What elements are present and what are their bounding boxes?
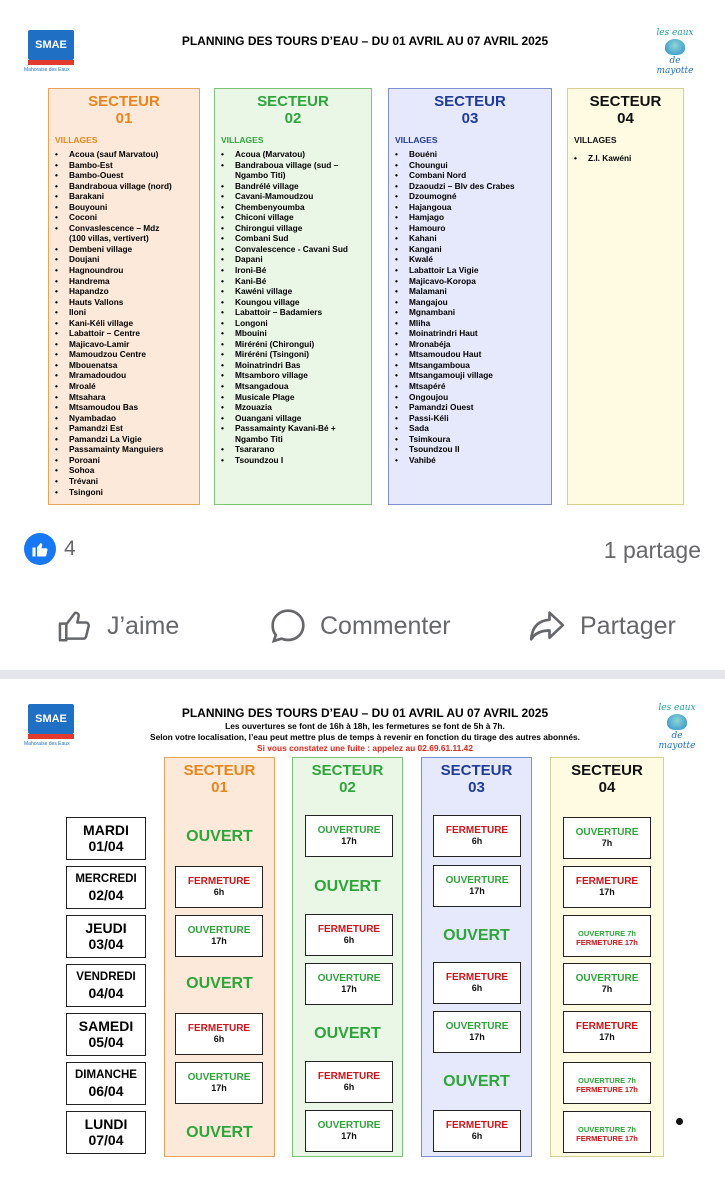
village-item: • Dapani [221,254,371,265]
village-item: • Tsoundzou II [395,444,551,455]
status-open: OUVERT [186,828,253,845]
village-item: • Kawéni village [221,286,371,297]
village-item: • Mtsamoudou Haut [395,349,551,360]
village-item: • Miréréni (Tsingoni) [221,349,371,360]
village-item: • Hamouro [395,223,551,234]
comment-label: Commenter [320,611,451,640]
village-item: • Dzaoudzi – Blv des Crabes [395,181,551,192]
village-item: • Ongoujou [395,392,551,403]
village-item: • Mamoudzou Centre [55,349,199,360]
village-item: • Moinatrindri Haut [395,328,551,339]
village-item: • Convaslescence – Mdz (100 villas, vertivert) [55,223,199,244]
status-close: FERMETURE 6h [433,962,521,1004]
sector-number: 01 [211,779,228,796]
village-list [221,149,371,465]
village-item: • Mtsangamboua [395,360,551,371]
village-item: • Mtsamoudou Bas [55,402,199,413]
village-item: • Mtsamboro village [221,370,371,381]
sector-02-villages [214,88,372,505]
status-opening: OUVERTURE 17h [305,963,393,1005]
sector-01-villages [48,88,200,505]
village-item: • Majicavo-Koropa [395,276,551,287]
village-item: • Moinatrindri Bas [221,360,371,371]
village-item: • Dzoumogné [395,191,551,202]
village-item: • Mbouini [221,328,371,339]
village-item: • Mbouenatsa [55,360,199,371]
eaux-de-mayotte-logo: les eaux de mayotte [658,703,696,751]
schedule-image-villages[interactable] [0,0,725,522]
status-close: FERMETURE 6h [305,1061,393,1103]
village-item: • Tsingoni [55,487,199,498]
sector-04-villages [567,88,684,505]
notes-line: Selon votre localisation, l’eau peut mettre plus de temps à revenir en fonction du tirage des autres abonnés. [149,732,581,742]
status-open: OUVERT [186,975,253,992]
villages-label: VILLAGES [574,135,617,145]
status-opening: OUVERTURE 7h [563,817,651,859]
village-item: • Bambo-Ouest [55,170,199,181]
share-button[interactable] [526,604,676,648]
day-label: SAMEDI 05/04 [66,1013,146,1056]
village-item: • Ouangani village [221,413,371,424]
doc-title: PLANNING DES TOURS D’EAU – DU 01 AVRIL AU 07 AVRIL 2025 [181,34,549,48]
sector-number: 04 [598,779,616,796]
sector-label: SECTEUR [257,93,329,110]
village-item: • Mzouazia [221,402,371,413]
village-item: • Hauts Vallons [55,297,199,308]
village-list [574,153,683,164]
day-label: VENDREDI 04/04 [66,964,146,1007]
notes-line: Les ouvertures se font de 16h à 18h, les fermetures se font de 5h à 7h. [225,721,505,731]
sector-label: SECTEUR [440,762,513,779]
status-opening: OUVERTURE 17h [433,865,521,907]
village-item: • Mliha [395,318,551,329]
village-item: • Bandraboua village (sud – Ngambo Titi) [221,160,371,181]
village-item: • Majicavo-Lamir [55,339,199,350]
village-item: • Labattoir – Badamiers [221,307,371,318]
villages-label: VILLAGES [395,135,438,145]
village-item: • Kani-Bé [221,276,371,287]
day-label: LUNDI 07/04 [66,1111,146,1154]
leak-hotline: Si vous constatez une fuite : appelez au 02.69.61.11.42 [257,743,473,753]
status-opening: OUVERTURE 17h [175,1062,263,1104]
smae-logo: SMAE Mahoraise des Eaux [28,704,74,750]
doc-title: PLANNING DES TOURS D’EAU – DU 01 AVRIL AU 07 AVRIL 2025 [181,706,549,720]
status-open: OUVERT [186,1124,253,1141]
village-item: • Pamandzi La Vigie [55,434,199,445]
village-item: • Mtsangadoua [221,381,371,392]
sector-label: SECTEUR [434,93,506,110]
share-label: Partager [580,611,676,640]
smae-logo: SMAE Mahoraise des Eaux [28,30,74,76]
village-item: • Vahibé [395,455,551,466]
village-item: • Doujani [55,254,199,265]
village-item: • Acoua (Marvatou) [221,149,371,160]
sector-label: SECTEUR [311,762,384,779]
village-item: • Handrema [55,276,199,287]
village-item: • Bandrélé village [221,181,371,192]
village-item: • Sohoa [55,465,199,476]
village-item: • Mronabéja [395,339,551,350]
village-list [395,149,551,465]
status-open-and-close: OUVERTURE 7h FERMETURE 17h [563,1111,651,1153]
villages-label: VILLAGES [221,135,264,145]
village-item: • Kahani [395,233,551,244]
village-item: • Pamandzi Est [55,423,199,434]
village-item: • Coconi [55,212,199,223]
village-item: • Dembeni village [55,244,199,255]
status-open: OUVERT [443,927,510,944]
feed-divider [0,670,725,679]
status-opening: OUVERTURE 7h [563,963,651,1005]
village-list [55,149,199,497]
village-item: • Longoni [221,318,371,329]
thumbs-up-icon [55,607,95,645]
village-item: • Kwalé [395,254,551,265]
village-item: • Convalescence - Cavani Sud [221,244,371,255]
schedule-notes [110,721,620,754]
village-item: • Passi-Kéli [395,413,551,424]
day-label: MERCREDI 02/04 [66,866,146,909]
village-item: • Tsoundzou I [221,455,371,466]
status-close: FERMETURE 17h [563,1011,651,1053]
status-open: OUVERT [443,1073,510,1090]
village-item: • Mramadoudou [55,370,199,381]
village-item: • Labattoir – Centre [55,328,199,339]
village-item: • Combani Sud [221,233,371,244]
village-item: • Hajangoua [395,202,551,213]
village-item: • Mgnambani [395,307,551,318]
village-item: • Miréréni (Chirongui) [221,339,371,350]
status-opening: OUVERTURE 17h [305,1110,393,1152]
village-item: • Acoua (sauf Marvatou) [55,149,199,160]
village-item: • Tsimkoura [395,434,551,445]
village-item: • Trévani [55,476,199,487]
comment-bubble-icon [268,606,308,646]
village-item: • Koungou village [221,297,371,308]
village-item: • Kangani [395,244,551,255]
status-opening: OUVERTURE 17h [305,815,393,857]
village-item: • Mangajou [395,297,551,308]
like-label: J’aime [107,611,180,640]
village-item: • Passamainty Manguiers [55,444,199,455]
village-item: • Hamjago [395,212,551,223]
village-item: • Mtsahara [55,392,199,403]
village-item: • Bouéni [395,149,551,160]
sector-number: 02 [339,779,356,796]
village-item: • Chirongui village [221,223,371,234]
village-item: • Z.I. Kawéni [574,153,683,164]
village-item: • Ironi-Bé [221,265,371,276]
sector-number: 01 [115,110,133,127]
status-open: OUVERT [314,1025,381,1042]
village-item: • Chembenyoumba [221,202,371,213]
status-opening: OUVERTURE 17h [175,915,263,957]
village-item: • Labattoir La Vigie [395,265,551,276]
village-item: • Bandraboua village (nord) [55,181,199,192]
sector-03-villages [388,88,552,505]
like-reaction-icon[interactable] [24,533,56,565]
status-open-and-close: OUVERTURE 7h FERMETURE 17h [563,1062,651,1104]
village-item: • Bouyouni [55,202,199,213]
stray-dot [676,1118,683,1125]
comment-button[interactable] [268,604,451,648]
share-arrow-icon [526,606,568,646]
status-close: FERMETURE 6h [433,1110,521,1152]
sector-label: SECTEUR [589,93,662,110]
village-item: • Poroani [55,455,199,466]
sector-label: SECTEUR [88,93,160,110]
village-item: • Combani Nord [395,170,551,181]
status-close: FERMETURE 17h [563,866,651,908]
day-label: DIMANCHE 06/04 [66,1062,146,1105]
villages-label: VILLAGES [55,135,98,145]
village-item: • Nyambadao [55,413,199,424]
eaux-de-mayotte-logo: les eaux de mayotte [656,28,694,76]
status-close: FERMETURE 6h [175,866,263,908]
status-close: FERMETURE 6h [305,914,393,956]
sector-label: SECTEUR [183,762,256,779]
status-close: FERMETURE 6h [175,1013,263,1055]
status-close: FERMETURE 6h [433,815,521,857]
village-item: • Mtsapéré [395,381,551,392]
village-item: • Cavani-Mamoudzou [221,191,371,202]
status-open-and-close: OUVERTURE 7h FERMETURE 17h [563,915,651,957]
village-item: • Kani-Kéli village [55,318,199,329]
village-item: • Passamainty Kavani-Bé + Ngambo Titi [221,423,371,444]
village-item: • Bambo-Est [55,160,199,171]
village-item: • Malamani [395,286,551,297]
share-count[interactable]: 1 partage [603,537,701,563]
village-item: • Chiconi village [221,212,371,223]
reaction-count[interactable]: 4 [64,537,76,560]
like-button[interactable] [55,604,179,648]
village-item: • Tsararano [221,444,371,455]
village-item: • Mtsangamouji village [395,370,551,381]
sector-number: 03 [461,110,479,127]
village-item: • Musicale Plage [221,392,371,403]
village-item: • Hagnoundrou [55,265,199,276]
status-opening: OUVERTURE 17h [433,1011,521,1053]
village-item: • Choungui [395,160,551,171]
sector-number: 03 [468,779,485,796]
village-item: • Mroalé [55,381,199,392]
sector-number: 04 [617,110,634,127]
village-item: • Barakani [55,191,199,202]
day-label: JEUDI 03/04 [66,915,146,958]
sector-label: SECTEUR [571,762,643,779]
village-item: • Pamandzi Ouest [395,402,551,413]
village-item: • Sada [395,423,551,434]
village-item: • Hapandzo [55,286,199,297]
status-open: OUVERT [314,878,381,895]
day-label: MARDI 01/04 [66,817,146,860]
sector-number: 02 [284,110,302,127]
village-item: • Iloni [55,307,199,318]
